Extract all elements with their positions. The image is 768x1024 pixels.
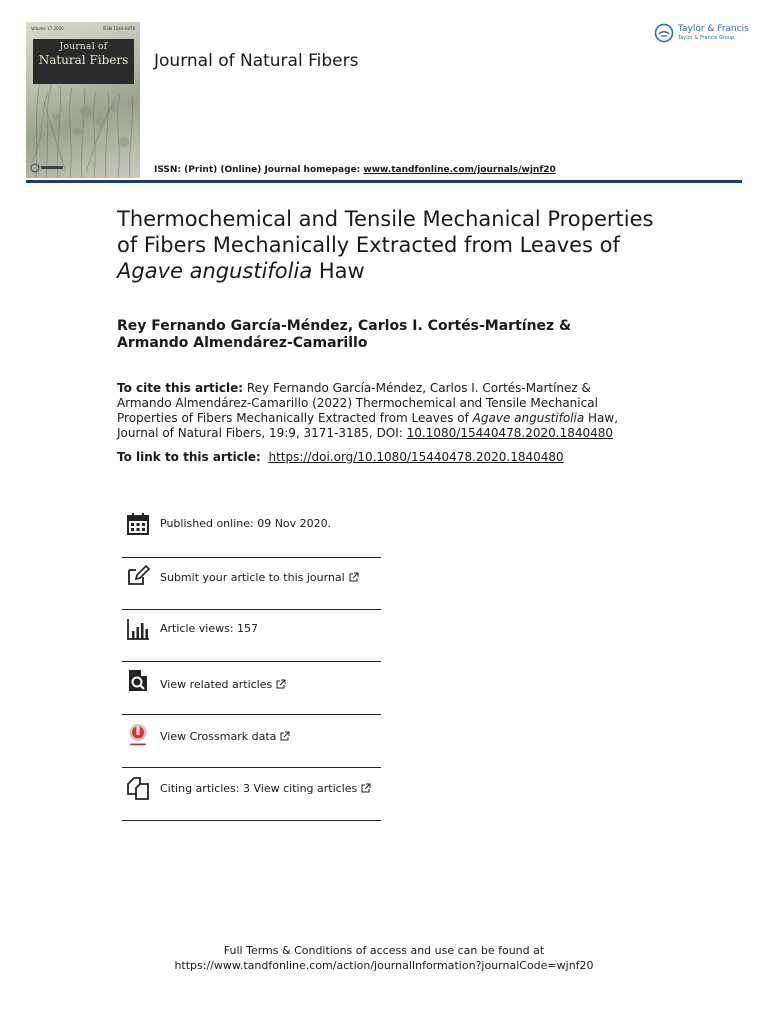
footer-terms: [0, 943, 768, 973]
published-online-row: [122, 505, 381, 558]
article-authors: Rey Fernando García-Méndez, Carlos I. Cortés-Martínez & Armando Almendárez-Camarillo: [117, 318, 572, 351]
article-link-line: [117, 450, 564, 464]
footer-terms-link[interactable]: https://www.tandfonline.com/action/journalInformation?journalCode=wjnf20: [174, 959, 594, 972]
link-label: To link to this article:: [117, 450, 261, 464]
submit-article-row[interactable]: [122, 557, 381, 610]
related-articles-row[interactable]: [122, 662, 381, 715]
bar-chart-icon: [126, 617, 150, 641]
issn-prefix: ISSN: (Print) (Online) Journal homepage:: [154, 165, 364, 175]
cover-masthead: [33, 39, 134, 84]
publisher-group: Taylor & Francis Group: [678, 35, 735, 41]
article-views-label: Article views: 157: [160, 622, 259, 635]
citing-articles-row[interactable]: [122, 768, 381, 821]
footer-line-1: Full Terms & Conditions of access and use can be found at: [223, 944, 545, 957]
article-views-row: [122, 609, 381, 662]
cover-top-line: [31, 26, 135, 31]
crossmark-icon: [126, 723, 150, 747]
citing-articles-text: Citing articles: 3 View citing articles: [160, 782, 358, 795]
article-title-italic: Agave angustifolia: [117, 259, 313, 283]
article-doi-url[interactable]: https://doi.org/10.1080/15440478.2020.1840480: [268, 450, 564, 464]
cover-issn-text: ISSN 1544-0478: [102, 26, 135, 31]
issn-line: [154, 165, 556, 175]
calendar-icon: [126, 512, 150, 536]
article-title-suffix: Haw: [312, 259, 365, 283]
crossmark-row[interactable]: [122, 715, 381, 768]
external-link-icon: [276, 679, 286, 689]
header-divider: [26, 180, 742, 183]
cite-label: To cite this article:: [117, 381, 244, 395]
citing-articles-label[interactable]: [160, 782, 371, 795]
published-online-label: Published online: 09 Nov 2020.: [160, 517, 332, 530]
cite-text: Rey Fernando García-Méndez, Carlos I. Cortés-Martínez & Armando Almendárez-Camarillo (2022) Thermochemical and Tensile Mechanical Properties of Fibers Mechanically Extracted from Leaves of: [117, 381, 598, 425]
doi-link[interactable]: 10.1080/15440478.2020.1840480: [406, 426, 614, 440]
submit-article-text: Submit your article to this journal: [160, 571, 345, 584]
edit-icon: [126, 563, 150, 587]
crossmark-label[interactable]: [160, 730, 290, 743]
journal-homepage-link[interactable]: www.tandfonline.com/journals/wjnf20: [363, 165, 556, 175]
taylor-francis-logo-icon: [654, 23, 674, 43]
submit-article-label[interactable]: [160, 571, 359, 584]
cover-masthead-big: Natural Fibers: [38, 53, 129, 67]
cite-text-suffix: Haw, Journal of Natural Fibers, 19:9, 3171-3185, DOI:: [117, 411, 619, 440]
cover-volume-text: Volume 17 2020: [31, 26, 64, 31]
search-document-icon: [126, 668, 150, 692]
external-link-icon: [280, 731, 290, 741]
citation-block: [117, 381, 647, 441]
crossmark-text: View Crossmark data: [160, 730, 277, 743]
cover-masthead-small: Journal of: [59, 42, 108, 52]
article-title: [117, 206, 677, 284]
publisher-name: Taylor & Francis: [678, 24, 749, 34]
journal-title[interactable]: Journal of Natural Fibers: [154, 51, 359, 71]
journal-cover-image: [26, 22, 140, 178]
cite-text-italic: Agave angustifolia: [472, 411, 585, 425]
related-articles-text: View related articles: [160, 678, 273, 691]
article-title-text: Thermochemical and Tensile Mechanical Properties of Fibers Mechanically Extracted from Leaves of: [117, 207, 654, 257]
publisher-logo[interactable]: [654, 22, 749, 46]
external-link-icon: [361, 783, 371, 793]
external-link-icon: [349, 572, 359, 582]
citing-articles-icon: [126, 776, 150, 800]
related-articles-label[interactable]: [160, 678, 286, 691]
